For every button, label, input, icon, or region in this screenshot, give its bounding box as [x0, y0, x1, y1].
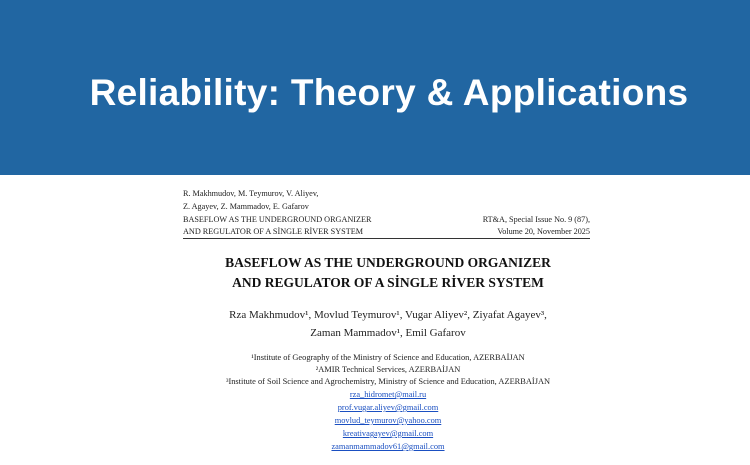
- running-header-authors: Z. Agayev, Z. Mammadov, E. Gafarov: [183, 202, 309, 211]
- paper-title: BASEFLOW AS THE UNDERGROUND ORGANIZER: [225, 255, 551, 270]
- paper-page: [0, 175, 750, 465]
- author-list: Rza Makhmudov¹, Movlud Teymurov¹, Vugar Aliyev², Ziyafat Agayev³,: [229, 309, 547, 321]
- email-link[interactable]: zamanmammadov61@gmail.com: [331, 442, 445, 451]
- affiliation: ¹Institute of Geography of the Ministry of Science and Education, AZERBAİJAN: [251, 353, 525, 362]
- running-header-authors: R. Makhmudov, M. Teymurov, V. Aliyev,: [183, 189, 319, 198]
- affiliation: ²AMIR Technical Services, AZERBAİJAN: [315, 365, 461, 374]
- running-header-short-title: AND REGULATOR OF A SİNGLE RİVER SYSTEM: [183, 227, 363, 236]
- email-link[interactable]: movlud_teymurov@yahoo.com: [334, 416, 442, 425]
- email-link[interactable]: prof.vugar.aliyev@gmail.com: [337, 403, 439, 412]
- author-list: Zaman Mammadov¹, Emil Gafarov: [310, 327, 466, 339]
- journal-banner: [0, 0, 750, 175]
- email-link[interactable]: rza_hidromet@mail.ru: [349, 390, 427, 399]
- running-header-volume: Volume 20, November 2025: [497, 227, 590, 236]
- journal-title: Reliability: Theory & Applications: [89, 72, 689, 113]
- affiliation: ³Institute of Soil Science and Agrochemistry, Ministry of Science and Education, AZERBAİJAN: [225, 377, 551, 386]
- paper-title: AND REGULATOR OF A SİNGLE RİVER SYSTEM: [232, 275, 544, 290]
- running-header-short-title: BASEFLOW AS THE UNDERGROUND ORGANIZER: [183, 215, 372, 224]
- header-divider: [183, 238, 590, 239]
- running-header-journal: RT&A, Special Issue No. 9 (87),: [482, 215, 590, 224]
- email-link[interactable]: kreativagayev@gmail.com: [342, 429, 434, 438]
